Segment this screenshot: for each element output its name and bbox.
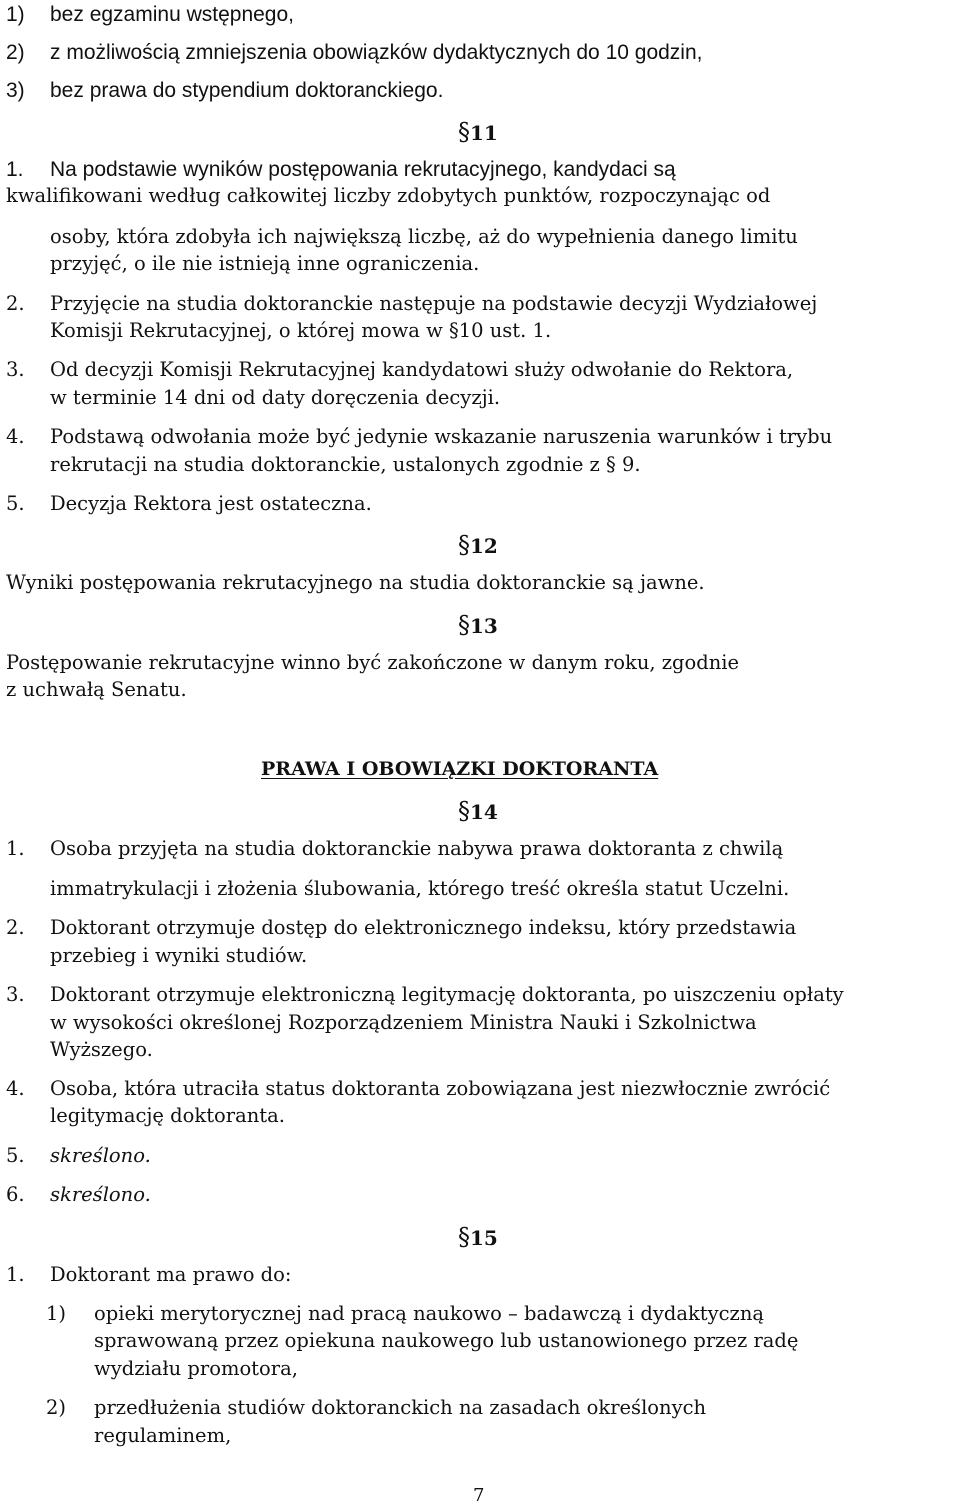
list-number: 2) — [46, 1396, 67, 1419]
paragraph-number: 2. — [6, 916, 25, 939]
paragraph-number: 1. — [6, 158, 24, 181]
paragraph-line: w terminie 14 dni od daty doręczenia decyzji. — [50, 386, 501, 409]
section-heading-12: §12 — [458, 531, 498, 559]
paragraph-line: Od decyzji Komisji Rekrutacyjnej kandydatowi służy odwołanie do Rektora, — [50, 358, 794, 381]
paragraph-number: 3. — [6, 358, 25, 381]
paragraph-line: opieki merytorycznej nad pracą naukowo – badawczą i dydaktyczną — [94, 1302, 765, 1325]
paragraph-line: skreślono. — [50, 1144, 151, 1167]
paragraph-line: rekrutacji na studia doktoranckie, ustalonych zgodnie z § 9. — [50, 453, 641, 476]
paragraph-number: 3. — [6, 983, 25, 1006]
paragraph-line: wydziału promotora, — [94, 1357, 298, 1380]
paragraph-number: 4. — [6, 425, 25, 448]
paragraph-line: Wyższego. — [50, 1038, 153, 1061]
paragraph-line: regulaminem, — [94, 1424, 232, 1447]
paragraph-line: osoby, która zdobyła ich największą liczbę, aż do wypełnienia danego limitu — [50, 225, 798, 248]
paragraph-line: Postępowanie rekrutacyjne winno być zakończone w danym roku, zgodnie — [6, 651, 740, 674]
section-heading-14: §14 — [458, 797, 498, 825]
paragraph-number: 4. — [6, 1077, 25, 1100]
list-number: 3) — [6, 79, 25, 102]
paragraph-number: 1. — [6, 837, 25, 860]
paragraph-line: immatrykulacji i złożenia ślubowania, którego treść określa statut Uczelni. — [50, 877, 790, 900]
section-heading-15: §15 — [458, 1223, 498, 1251]
paragraph-line: Decyzja Rektora jest ostateczna. — [50, 492, 372, 515]
list-number: 1) — [46, 1302, 67, 1325]
list-item: bez prawa do stypendium doktoranckiego. — [50, 79, 444, 102]
page-number: 7 — [473, 1485, 485, 1506]
paragraph-line: sprawowaną przez opiekuna naukowego lub ustanowionego przez radę — [94, 1329, 799, 1352]
paragraph-line: Na podstawie wyników postępowania rekrutacyjnego, kandydaci są — [50, 158, 676, 181]
paragraph-number: 2. — [6, 292, 25, 315]
list-item: z możliwością zmniejszenia obowiązków dydaktycznych do 10 godzin, — [50, 41, 703, 64]
chapter-heading: PRAWA I OBOWIĄZKI DOKTORANTA — [261, 758, 659, 780]
paragraph-line: przedłużenia studiów doktoranckich na zasadach określonych — [94, 1396, 707, 1419]
section-heading-13: §13 — [458, 611, 498, 639]
paragraph-line: Osoba, która utraciła status doktoranta zobowiązana jest niezwłocznie zwrócić — [50, 1077, 831, 1100]
list-number: 2) — [6, 41, 25, 64]
paragraph-line: przyjęć, o ile nie istnieją inne ograniczenia. — [50, 252, 480, 275]
paragraph-number: 5. — [6, 492, 25, 515]
list-number: 1) — [6, 3, 25, 26]
paragraph-number: 5. — [6, 1144, 25, 1167]
paragraph-line: kwalifikowani według całkowitej liczby zdobytych punktów, rozpoczynając od — [6, 184, 771, 207]
paragraph-line: Osoba przyjęta na studia doktoranckie nabywa prawa doktoranta z chwilą — [50, 837, 784, 860]
paragraph-line: Doktorant ma prawo do: — [50, 1263, 292, 1286]
paragraph-line: Komisji Rekrutacyjnej, o której mowa w §10 ust. 1. — [50, 319, 552, 342]
paragraph-line: przebieg i wyniki studiów. — [50, 944, 308, 967]
paragraph-line: Doktorant otrzymuje dostęp do elektronicznego indeksu, który przedstawia — [50, 916, 797, 939]
paragraph-line: Wyniki postępowania rekrutacyjnego na studia doktoranckie są jawne. — [6, 571, 705, 594]
paragraph-line: Przyjęcie na studia doktoranckie następuje na podstawie decyzji Wydziałowej — [50, 292, 818, 315]
paragraph-line: Doktorant otrzymuje elektroniczną legitymację doktoranta, po uiszczeniu opłaty — [50, 983, 844, 1006]
paragraph-line: Podstawą odwołania może być jedynie wskazanie naruszenia warunków i trybu — [50, 425, 833, 448]
paragraph-line: skreślono. — [50, 1183, 151, 1206]
paragraph-line: w wysokości określonej Rozporządzeniem Ministra Nauki i Szkolnictwa — [50, 1011, 757, 1034]
list-item: bez egzaminu wstępnego, — [50, 3, 294, 26]
section-heading-11: §11 — [458, 118, 498, 146]
paragraph-line: legitymację doktoranta. — [50, 1104, 285, 1127]
paragraph-number: 6. — [6, 1183, 25, 1206]
paragraph-number: 1. — [6, 1263, 25, 1286]
paragraph-line: z uchwałą Senatu. — [6, 678, 187, 701]
